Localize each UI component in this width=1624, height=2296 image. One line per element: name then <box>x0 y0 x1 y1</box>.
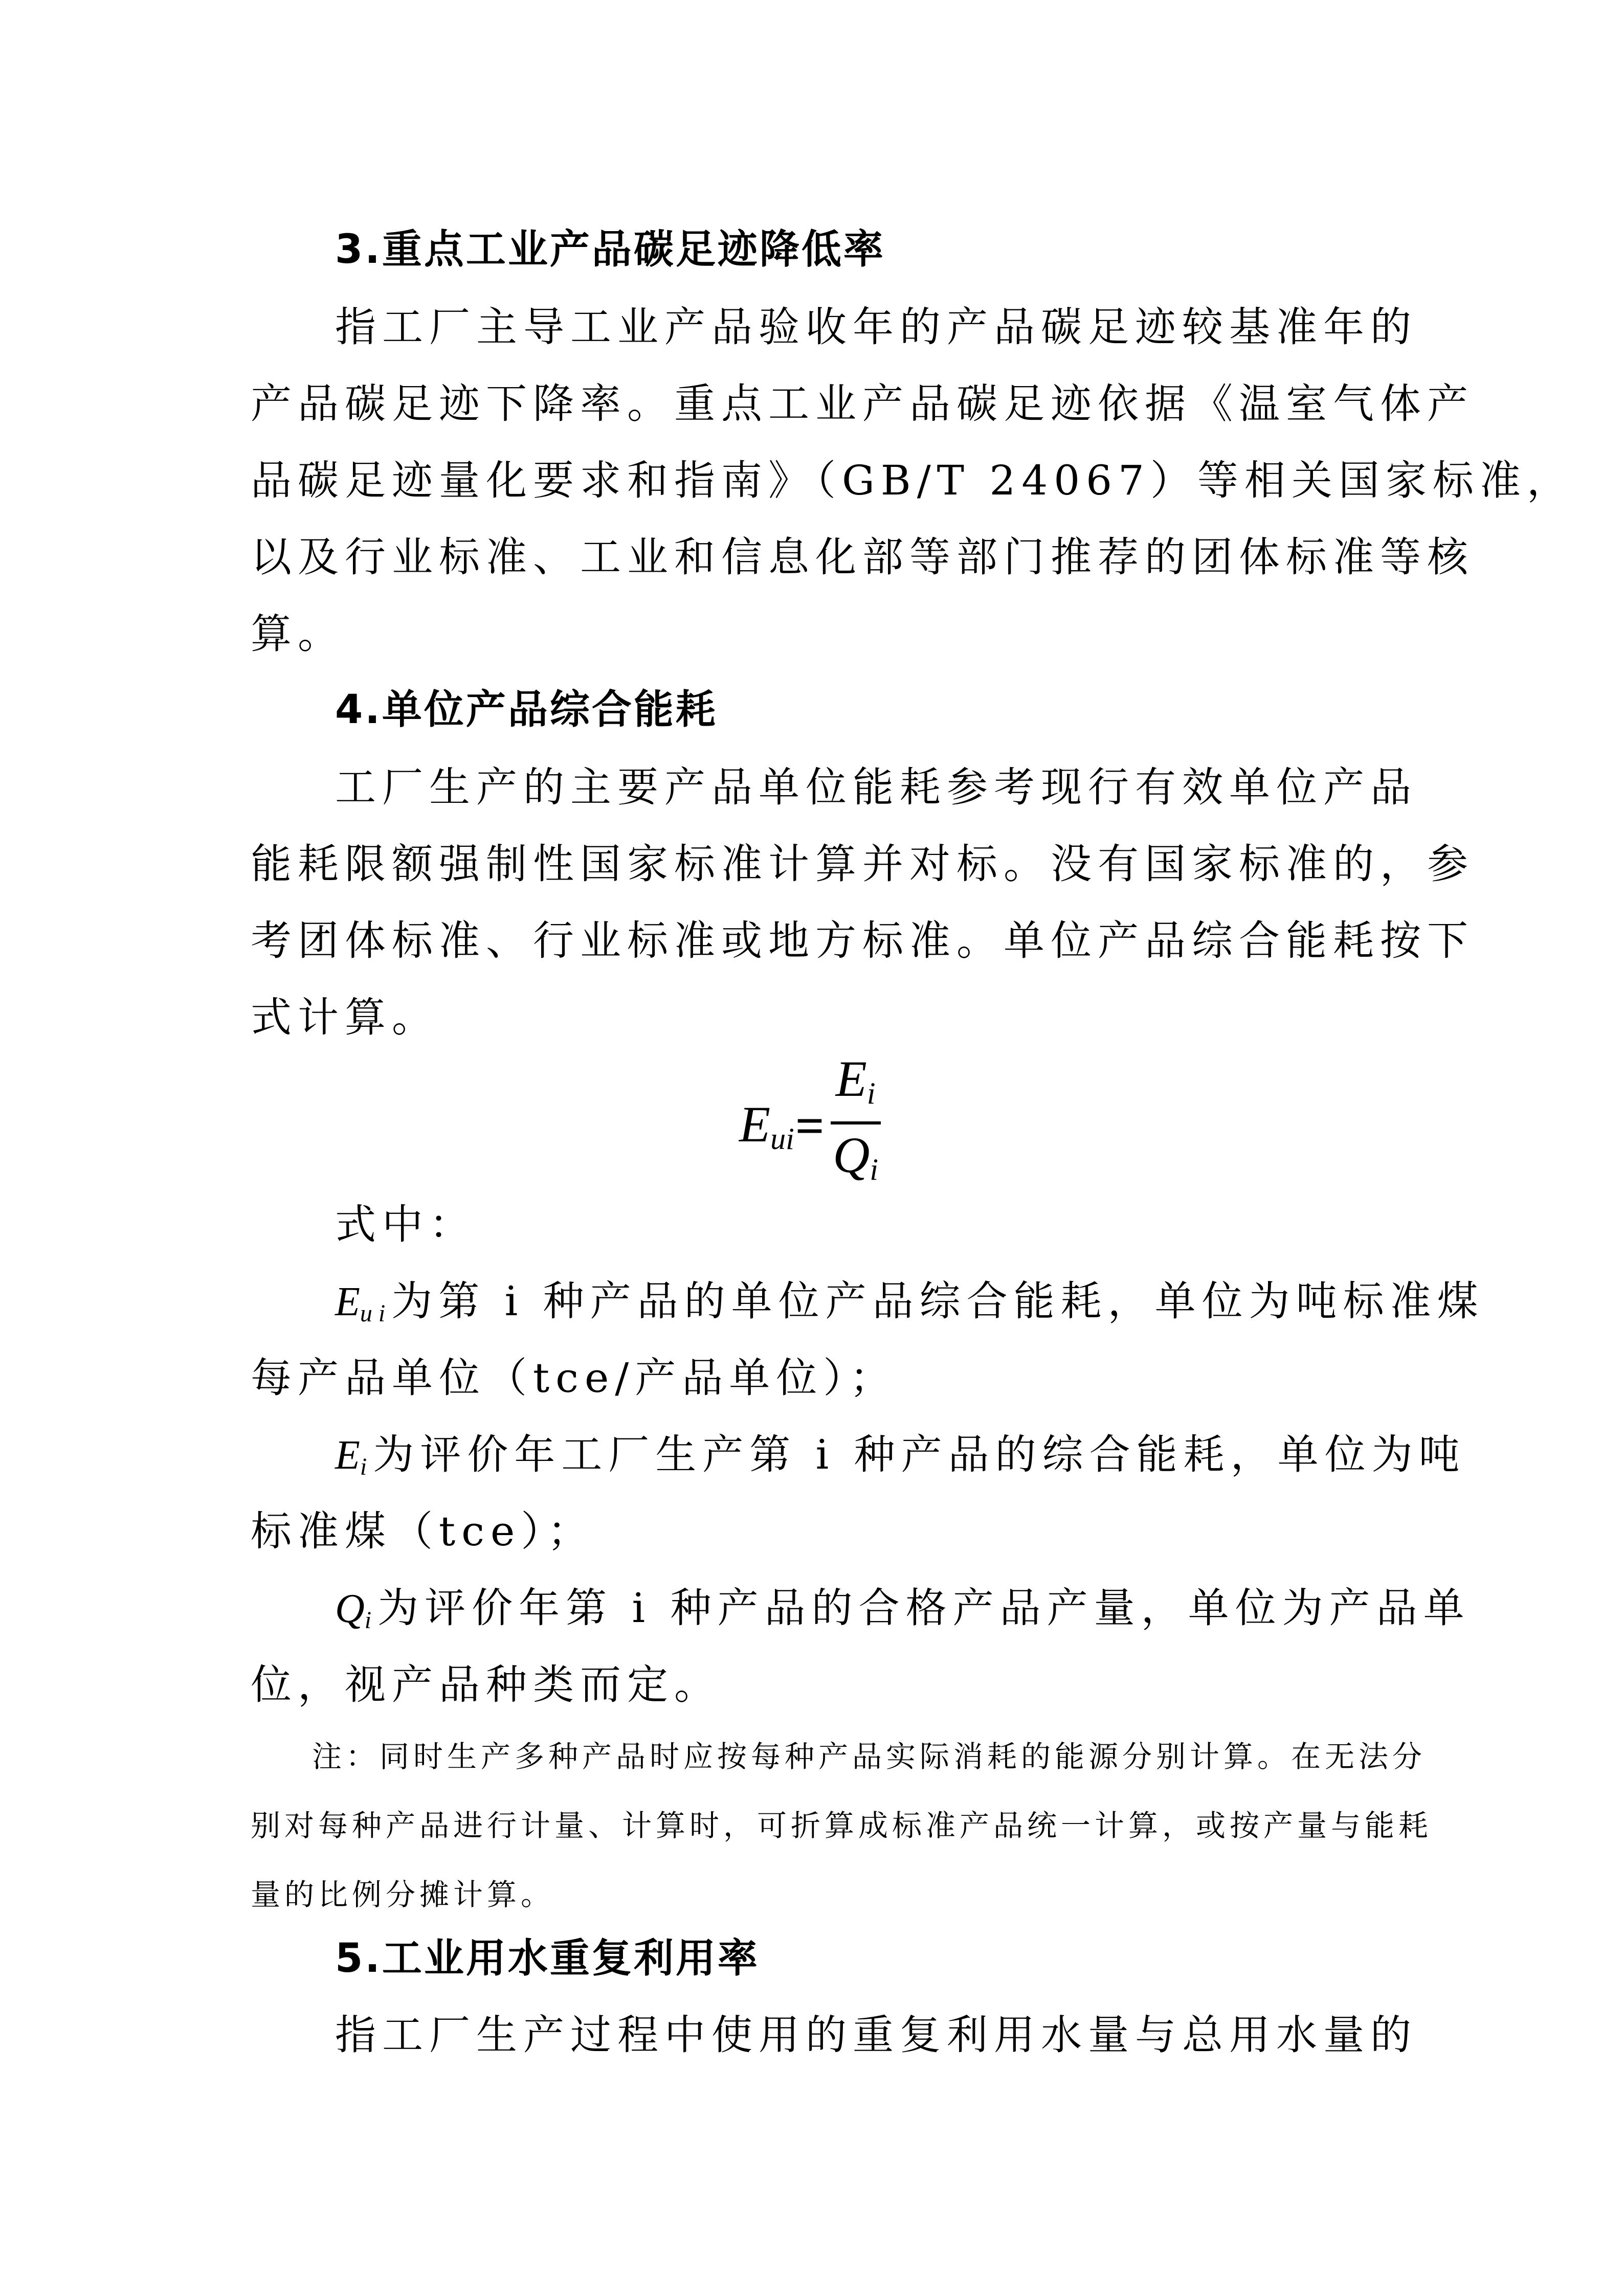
denominator: $Q_i$ <box>833 1127 879 1186</box>
paragraph-line: 产品碳足迹下降率。重点工业产品碳足迹依据《温室气体产 <box>251 380 1474 427</box>
definition-ei-cont: 标准煤（tce）； <box>251 1507 595 1555</box>
where-label: 式中： <box>335 1201 476 1248</box>
section-heading-4: 4.单位产品综合能耗 <box>335 687 718 733</box>
equals-sign: = <box>795 1097 825 1154</box>
note-line: 量的比例分摊计算。 <box>251 1877 555 1912</box>
definition-ei: $E_i$为评价年工厂生产第 i 种产品的综合能耗，单位为吨 <box>335 1431 1466 1480</box>
definition-qi: $Q_i$为评价年第 i 种产品的合格产品产量，单位为产品单 <box>335 1584 1471 1634</box>
paragraph-line: 式计算。 <box>251 994 439 1041</box>
section-heading-3: 3.重点工业产品碳足迹降低率 <box>335 227 885 273</box>
paragraph-line: 算。 <box>251 610 345 658</box>
numerator: $E_i$ <box>831 1051 881 1124</box>
note-line: 别对每种产品进行计量、计算时，可折算成标准产品统一计算，或按产量与能耗 <box>251 1808 1433 1843</box>
unit-energy-formula <box>739 1051 881 1200</box>
paragraph-line: 工厂生产的主要产品单位能耗参考现行有效单位产品 <box>335 763 1417 811</box>
paragraph-line: 能耗限额强制性国家标准计算并对标。没有国家标准的，参 <box>251 840 1474 888</box>
section-heading-5: 5.工业用水重复利用率 <box>335 1935 760 1982</box>
definition-eui-cont: 每产品单位（tce/产品单位）； <box>251 1354 897 1402</box>
paragraph-line: 考团体标准、行业标准或地方标准。单位产品综合能耗按下 <box>251 917 1474 964</box>
paragraph-line: 指工厂主导工业产品验收年的产品碳足迹较基准年的 <box>335 303 1417 351</box>
paragraph-line: 指工厂生产过程中使用的重复利用水量与总用水量的 <box>335 2011 1417 2059</box>
definition-qi-cont: 位，视产品种类而定。 <box>251 1661 721 1708</box>
paragraph-line: 以及行业标准、工业和信息化部等部门推荐的团体标准等核 <box>251 533 1474 581</box>
formula-lhs: $E_{ui}$ <box>739 1095 794 1156</box>
paragraph-line: 品碳足迹量化要求和指南》（GB/T 24067）等相关国家标准， <box>251 457 1574 504</box>
note-line: 注：同时生产多种产品时应按每种产品实际消耗的能源分别计算。在无法分 <box>312 1739 1427 1774</box>
formula-fraction <box>831 1051 881 1200</box>
definition-eui: $E_{ui}$为第 i 种产品的单位产品综合能耗，单位为吨标准煤 <box>335 1277 1484 1327</box>
